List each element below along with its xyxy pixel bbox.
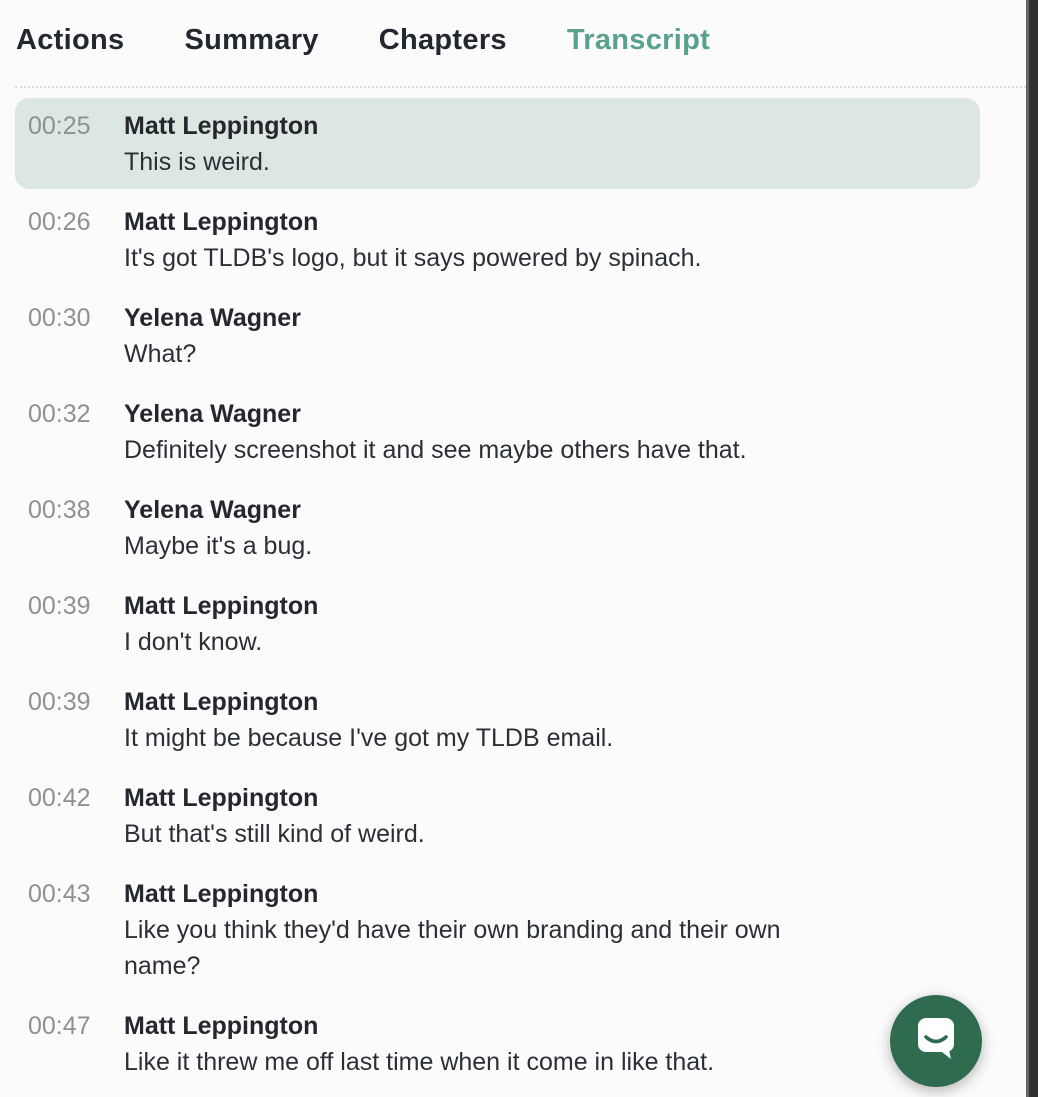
entry-content — [124, 493, 312, 564]
transcript-entry[interactable] — [15, 290, 980, 381]
transcript-entry[interactable] — [15, 770, 980, 861]
utterance-text: This is weird. — [124, 148, 270, 176]
speaker-name: Yelena Wagner — [124, 304, 301, 332]
timestamp: 00:39 — [28, 592, 91, 620]
entry-content — [124, 109, 318, 180]
entry-content — [124, 685, 613, 756]
tab-bar — [0, 0, 1038, 60]
timestamp: 00:39 — [28, 688, 91, 716]
tab-transcript[interactable]: Transcript — [566, 24, 711, 56]
speaker-name: Matt Leppington — [124, 880, 319, 908]
tab-chapters[interactable]: Chapters — [378, 24, 507, 56]
utterance-text: What? — [124, 340, 197, 368]
utterance-text: It's got TLDB's logo, but it says powered by spinach. — [124, 244, 702, 272]
transcript-entry[interactable] — [15, 98, 980, 189]
timestamp: 00:38 — [28, 496, 91, 524]
timestamp: 00:32 — [28, 400, 91, 428]
chat-launcher-button[interactable] — [890, 995, 982, 1087]
utterance-text: Like you think they'd have their own branding and their own name? — [124, 916, 781, 980]
entry-content — [124, 397, 747, 468]
timestamp: 00:25 — [28, 112, 91, 140]
speaker-name: Yelena Wagner — [124, 496, 301, 524]
tab-actions[interactable]: Actions — [16, 24, 125, 56]
entry-content — [124, 589, 318, 660]
entry-content — [124, 781, 425, 852]
transcript-entry[interactable] — [15, 386, 980, 477]
transcript-entry[interactable] — [15, 482, 980, 573]
speaker-name: Matt Leppington — [124, 688, 319, 716]
speaker-name: Matt Leppington — [124, 592, 319, 620]
utterance-text: Like it threw me off last time when it come in like that. — [124, 1048, 715, 1076]
transcript-entry[interactable] — [15, 194, 980, 285]
transcript-entry[interactable] — [15, 866, 980, 993]
utterance-text: I don't know. — [124, 628, 263, 656]
timestamp: 00:30 — [28, 304, 91, 332]
tab-summary[interactable]: Summary — [184, 24, 319, 56]
speaker-name: Matt Leppington — [124, 112, 319, 140]
speaker-name: Matt Leppington — [124, 1012, 319, 1040]
utterance-text: Definitely screenshot it and see maybe others have that. — [124, 436, 747, 464]
timestamp: 00:42 — [28, 784, 91, 812]
transcript-entry[interactable] — [15, 998, 980, 1089]
transcript-list — [0, 88, 1038, 1089]
utterance-text: Maybe it's a bug. — [124, 532, 313, 560]
timestamp: 00:26 — [28, 208, 91, 236]
transcript-entry[interactable] — [15, 578, 980, 669]
entry-content — [124, 1009, 714, 1080]
timestamp: 00:43 — [28, 880, 91, 908]
transcript-entry[interactable] — [15, 674, 980, 765]
utterance-text: But that's still kind of weird. — [124, 820, 425, 848]
entry-content — [124, 877, 854, 984]
speaker-name: Matt Leppington — [124, 784, 319, 812]
window-edge — [1026, 0, 1038, 1097]
entry-content — [124, 301, 301, 372]
speaker-name: Yelena Wagner — [124, 400, 301, 428]
timestamp: 00:47 — [28, 1012, 91, 1040]
speaker-name: Matt Leppington — [124, 208, 319, 236]
chat-bubble-smile-icon — [890, 995, 982, 1087]
entry-content — [124, 205, 701, 276]
utterance-text: It might be because I've got my TLDB email. — [124, 724, 614, 752]
